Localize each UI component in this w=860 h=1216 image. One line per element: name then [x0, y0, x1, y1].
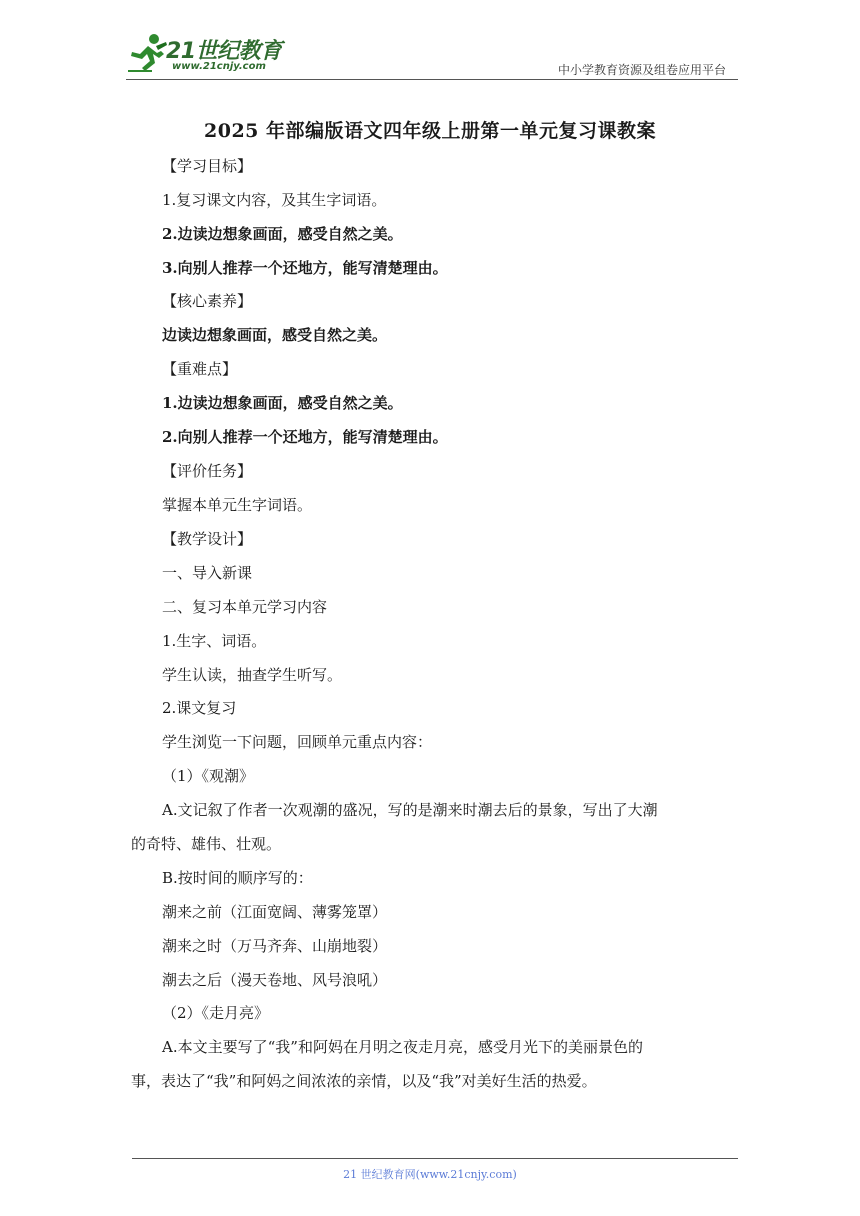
core-literacy-text: 边读边想象画面，感受自然之美。	[162, 326, 388, 344]
page-header	[126, 30, 738, 80]
objective-2: 2.边读边想象画面，感受自然之美。	[162, 225, 403, 243]
objective-3: 3.向别人推荐一个还地方，能写清楚理由。	[162, 259, 448, 277]
section-heading-core-literacy: 【核心素养】	[162, 292, 253, 310]
evaluation-text: 掌握本单元生字词语。	[162, 496, 313, 514]
section-heading-key-points: 【重难点】	[162, 360, 238, 378]
header-tagline: 中小学教育资源及组卷应用平台	[557, 63, 726, 77]
guanchao-point-a-cont: 的奇特、雄伟、壮观。	[131, 835, 282, 853]
review-item-2-detail: 学生浏览一下问题，回顾单元重点内容：	[162, 733, 433, 751]
logo-url: www.21cnjy.com	[172, 61, 266, 72]
guanchao-point-b: B.按时间的顺序写的：	[162, 869, 313, 887]
review-item-1: 1.生字、词语。	[162, 632, 267, 650]
header-divider	[126, 79, 738, 80]
footer-link[interactable]: 21 世纪教育网(www.21cnjy.com)	[343, 1168, 517, 1181]
key-point-1: 1.边读边想象画面，感受自然之美。	[162, 394, 403, 412]
review-item-2: 2.课文复习	[162, 699, 237, 717]
guanchao-point-a: A.文记叙了作者一次观潮的盛况，写的是潮来时潮去后的景象，写出了大潮	[162, 801, 658, 819]
key-point-2: 2.向别人推荐一个还地方，能写清楚理由。	[162, 428, 448, 446]
section-heading-evaluation: 【评价任务】	[162, 462, 253, 480]
zouyueliang-point-a: A.本文主要写了“我”和阿妈在月明之夜走月亮，感受月光下的美丽景色的	[162, 1038, 643, 1056]
zouyueliang-point-a-cont: 事，表达了“我”和阿妈之间浓浓的亲情，以及“我”对美好生活的热爱。	[131, 1072, 597, 1090]
guanchao-stage-during: 潮来之时（万马齐奔、山崩地裂）	[162, 937, 388, 955]
section-heading-objectives: 【学习目标】	[162, 157, 253, 175]
runner-icon	[126, 32, 170, 74]
site-logo[interactable]	[126, 32, 296, 76]
step-intro: 一、导入新课	[162, 564, 253, 582]
section-heading-design: 【教学设计】	[162, 530, 253, 548]
step-review: 二、复习本单元学习内容	[162, 598, 328, 616]
lesson-heading-zouyueliang: （2）《走月亮》	[162, 1004, 270, 1022]
document-title: 2025 年部编版语文四年级上册第一单元复习课教案	[204, 120, 656, 142]
footer-divider	[132, 1158, 738, 1159]
lesson-heading-guanchao: （1）《观潮》	[162, 767, 255, 785]
logo-text: 21世纪教育	[166, 39, 282, 64]
objective-1: 1.复习课文内容，及其生字词语。	[162, 191, 387, 209]
guanchao-stage-after: 潮去之后（漫天卷地、风号浪吼）	[162, 971, 388, 989]
guanchao-stage-before: 潮来之前（江面宽阔、薄雾笼罩）	[162, 903, 388, 921]
review-item-1-detail: 学生认读，抽查学生听写。	[162, 666, 343, 684]
